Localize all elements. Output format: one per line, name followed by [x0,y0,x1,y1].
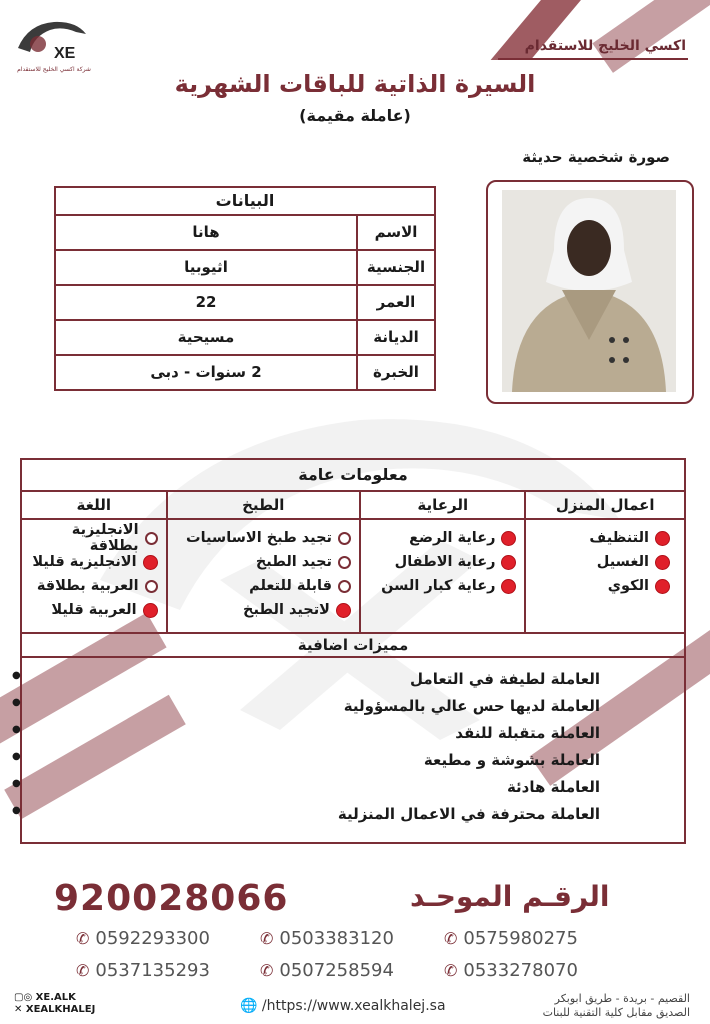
unchecked-dot-icon [338,556,351,569]
data-label: العمر [356,286,434,319]
checked-dot-icon [143,555,158,570]
data-value: مسيحية [177,328,235,346]
phone-icon: ✆ [444,961,458,980]
column-title: الطبخ [168,492,359,520]
column-housework [524,492,684,632]
feature-item: العاملة لديها حس عالي بالمسؤولية ● [22,697,604,724]
data-value: اثيوبيا [184,258,228,276]
list-item: الانجليزية بطلاقة [30,526,158,550]
worker-photo [502,190,676,392]
eagle-logo-icon [14,18,94,62]
social-handle[interactable]: XE.ALK [35,992,76,1003]
list-item: رعاية الاطفال [369,550,517,574]
checked-dot-icon [501,531,516,546]
phone-number[interactable]: ✆ 0575980275 [444,928,578,949]
brand-name: اكسي الخليج للاستقدام [524,38,686,54]
data-row-name [56,216,434,251]
phone-icon: ✆ [76,929,90,948]
unchecked-dot-icon [145,532,158,545]
list-item: رعاية كبار السن [369,574,517,598]
column-title: الرعاية [361,492,525,520]
checked-dot-icon [501,555,516,570]
decor-stripe [592,0,710,73]
phone-icon: ✆ [260,929,274,948]
feature-item: العاملة متقبلة للنقد ● [22,724,604,751]
phone-number[interactable]: ✆ 0507258594 [260,960,394,981]
column-cooking [166,492,359,632]
list-item: قابلة للتعلم [176,574,351,598]
data-row-experience [56,356,434,389]
list-item: تجيد طبخ الاساسيات [176,526,351,550]
feature-item: العاملة بشوشة و مطيعة ● [22,751,604,778]
page-subtitle: (عاملة مقيمة) [299,106,411,125]
svg-text:XE: XE [54,45,76,62]
checked-dot-icon [336,603,351,618]
general-info-table [20,458,686,844]
checked-dot-icon [655,531,670,546]
phone-number[interactable]: ✆ 0537135293 [76,960,210,981]
list-item: لاتجيد الطبخ [176,598,351,622]
data-label: الجنسية [356,251,434,284]
unified-number-label: الرقـم الموحـد [410,880,610,913]
data-row-religion [56,321,434,356]
list-item: رعاية الرضع [369,526,517,550]
data-row-nationality [56,251,434,286]
brand-underline [498,58,688,60]
data-value: 2 سنوات - دبى [150,363,262,381]
globe-icon: 🌐 [240,998,262,1014]
data-value: هانا [192,223,220,241]
logo-caption: شركة اكسي الخليج للاستقدام [17,66,91,73]
unchecked-dot-icon [338,580,351,593]
feature-item: العاملة لطيفة في التعامل ● [22,670,604,697]
photo-frame [486,180,694,404]
phone-icon: ✆ [444,929,458,948]
phone-icon: ✆ [76,961,90,980]
data-value: 22 [195,293,217,311]
photo-label: صورة شخصية حديثة [522,148,670,166]
phone-icon: ✆ [260,961,274,980]
general-info-heading: معلومات عامة [22,460,684,492]
unchecked-dot-icon [338,532,351,545]
page-title: السيرة الذاتية للباقات الشهرية [174,70,536,98]
instagram-icon: ▢◎ [14,992,36,1003]
features-heading: مميزات اضافية [22,634,684,658]
column-title: اعمال المنزل [526,492,684,520]
data-label: الاسم [356,216,434,249]
phone-number[interactable]: ✆ 0533278070 [444,960,578,981]
data-label: الديانة [356,321,434,354]
data-table [54,186,436,391]
list-item: الكوي [534,574,670,598]
unified-number[interactable]: 920028066 [54,878,289,919]
column-language [22,492,166,632]
website-link[interactable]: 🌐 /https://www.xealkhalej.sa [240,998,446,1014]
company-logo [14,18,94,74]
checked-dot-icon [655,555,670,570]
data-table-heading: البيانات [56,188,434,216]
list-item: الانجليزية قليلا [30,550,158,574]
general-info-columns [22,492,684,634]
data-label: الخبرة [356,356,434,389]
phone-number[interactable]: ✆ 0503383120 [260,928,394,949]
list-item: تجيد الطبخ [176,550,351,574]
social-handles [14,992,95,1016]
list-item: العربية قليلا [30,598,158,622]
social-handle[interactable]: XEALKHALEJ [25,1004,96,1015]
list-item: الغسيل [534,550,670,574]
column-title: اللغة [22,492,166,520]
list-item: التنظيف [534,526,670,550]
feature-item: العاملة محترفة في الاعمال المنزلية ● [22,805,604,832]
address: القصيم - بريدة - طريق ابوبكر الصديق مقابل كلية التقنية للبنات [542,992,690,1019]
person-photo-icon [502,190,676,392]
checked-dot-icon [143,603,158,618]
features-list [22,670,684,832]
data-row-age [56,286,434,321]
twitter-icon: ✕ [14,1004,26,1015]
list-item: العربية بطلاقة [30,574,158,598]
phone-number[interactable]: ✆ 0592293300 [76,928,210,949]
unchecked-dot-icon [145,580,158,593]
column-care [359,492,525,632]
feature-item: العاملة هادئة ● [22,778,604,805]
checked-dot-icon [501,579,516,594]
checked-dot-icon [655,579,670,594]
